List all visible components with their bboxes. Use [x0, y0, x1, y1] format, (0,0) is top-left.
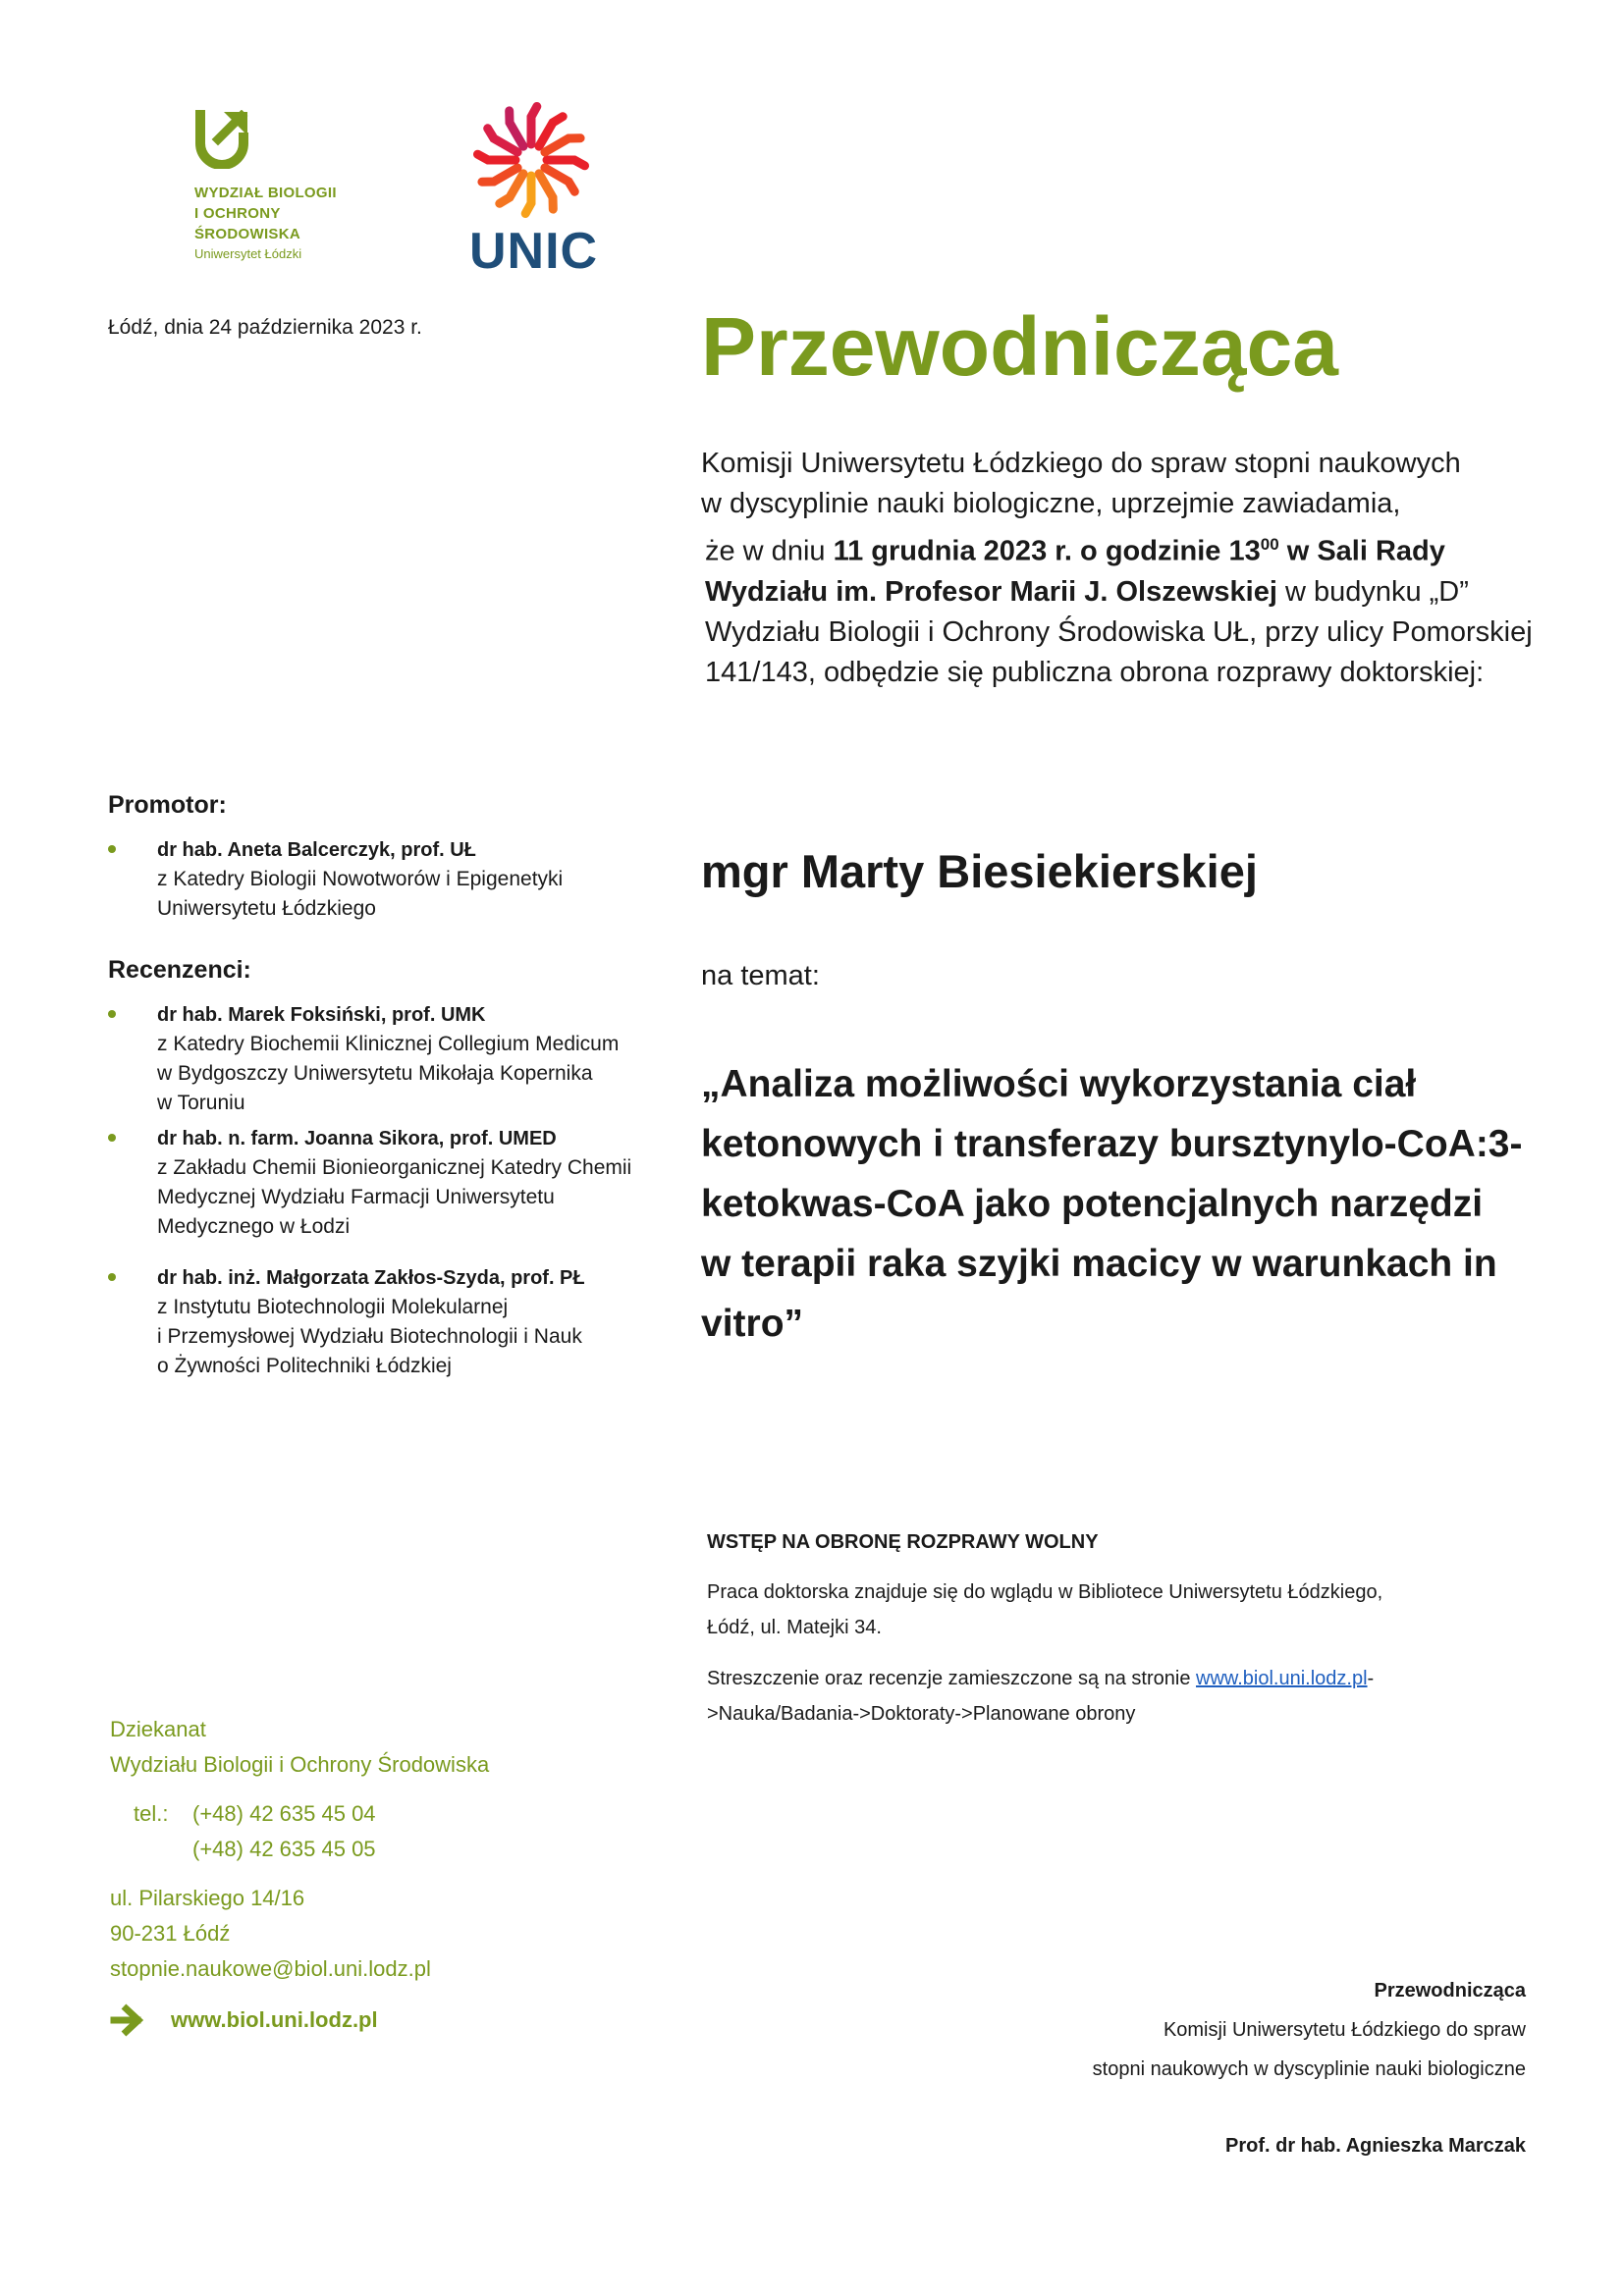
unic-ray — [510, 111, 523, 146]
defense-time-minutes: 00 — [1260, 535, 1279, 554]
bullet-icon — [108, 845, 116, 853]
person-affiliation: w Toruniu — [157, 1092, 245, 1114]
person-name: dr hab. inż. Małgorzata Zakłos-Szyda, prof. PŁ — [157, 1267, 585, 1289]
signature-block — [839, 1971, 1526, 2165]
thesis-info — [707, 1575, 1532, 1747]
person-affiliation: o Żywności Politechniki Łódzkiej — [157, 1355, 452, 1377]
title-line: ketonowych i transferazy bursztynylo-CoA:3- — [701, 1123, 1523, 1165]
library-info — [707, 1575, 1532, 1645]
candidate-name: mgr Marty Biesiekierskiej — [701, 845, 1258, 897]
title-line: w terapii raka szyjki macicy w warunkach in — [701, 1243, 1497, 1285]
faculty-logo-university: Uniwersytet Łódzki — [194, 246, 302, 261]
faculty-website-link[interactable]: www.biol.uni.lodz.pl — [1196, 1668, 1368, 1689]
unic-ray — [531, 107, 537, 145]
info-line: Łódź, ul. Matejki 34. — [707, 1617, 882, 1638]
intro-line: Komisji Uniwersytetu Łódzkiego do spraw stopni naukowych — [701, 448, 1461, 479]
person-name: dr hab. Aneta Balcerczyk, prof. UŁ — [157, 839, 476, 861]
unic-ray — [539, 174, 553, 209]
promotor-entry — [108, 835, 677, 924]
info-line: Praca doktorska znajduje się do wglądu w Bibliotece Uniwersytetu Łódzkiego, — [707, 1581, 1383, 1603]
announcement-intro — [701, 444, 1545, 693]
phone-number[interactable]: (+48) 42 635 45 04 — [192, 1801, 376, 1826]
reviewer-entry — [108, 1124, 677, 1242]
contact-email[interactable]: stopnie.naukowe@biol.uni.lodz.pl — [110, 1956, 431, 1981]
intro-line: w dyscyplinie nauki biologiczne, uprzejmie zawiadamia, — [701, 488, 1401, 519]
contact-line: Dziekanat — [110, 1717, 206, 1741]
reviewers-section — [108, 956, 677, 1381]
person-affiliation: w Bydgoszczy Uniwersytetu Mikołaja Kopernika — [157, 1062, 593, 1085]
contact-phones — [110, 1796, 621, 1867]
defense-place: w Sali Rady Wydziału im. Profesor Marii J. Olszewskiej — [705, 535, 1445, 608]
title-line: ketokwas-CoA jako potencjalnych narzędzi — [701, 1183, 1484, 1225]
unic-ray — [547, 160, 585, 166]
promotor-section — [108, 791, 677, 924]
contact-line: Wydziału Biologii i Ochrony Środowiska — [110, 1752, 490, 1777]
title-line: vitro” — [701, 1303, 804, 1345]
person-affiliation: Uniwersytetu Łódzkiego — [157, 897, 376, 920]
defense-date: 11 grudnia 2023 r. o godzinie 13 — [833, 535, 1261, 567]
title-line: „Analiza możliwości wykorzystania ciał — [701, 1063, 1417, 1105]
website-row — [110, 2001, 378, 2040]
bullet-icon — [108, 1134, 116, 1142]
unic-logo — [469, 98, 597, 279]
person-affiliation: z Katedry Biologii Nowotworów i Epigenetyki — [157, 868, 564, 890]
unic-ray — [482, 168, 517, 182]
dean-office-contact — [110, 1712, 621, 1987]
info-text: Streszczenie oraz recenzje zamieszczone są na stronie — [707, 1668, 1197, 1689]
admission-notice: WSTĘP NA OBRONĘ ROZPRAWY WOLNY — [707, 1531, 1099, 1553]
info-text: - — [1367, 1668, 1375, 1689]
info-text: >Nauka/Badania->Doktoraty->Planowane obrony — [707, 1703, 1136, 1725]
person-affiliation: z Katedry Biochemii Klinicznej Collegium Medicum — [157, 1033, 620, 1055]
dissertation-title — [701, 1054, 1545, 1354]
phone-label: tel.: — [134, 1801, 169, 1826]
document-date: Łódź, dnia 24 października 2023 r. — [108, 316, 422, 339]
arrow-right-icon — [110, 2001, 143, 2040]
faculty-logo-line: I OCHRONY — [194, 205, 281, 222]
person-affiliation: Medycznego w Łodzi — [157, 1215, 351, 1238]
unic-sun-icon — [469, 98, 593, 222]
unic-ray — [545, 138, 580, 152]
reviews-info — [707, 1661, 1532, 1732]
unic-logo-text: UNIC — [469, 223, 599, 280]
promotor-heading: Promotor: — [108, 791, 227, 819]
person-affiliation: z Zakładu Chemii Bionieorganicznej Katedry Chemii — [157, 1156, 632, 1179]
faculty-logo-line: WYDZIAŁ BIOLOGII — [194, 185, 337, 201]
unic-ray — [525, 176, 531, 214]
website-link[interactable]: www.biol.uni.lodz.pl — [171, 2007, 378, 2032]
signature-line: stopni naukowych w dyscyplinie nauki biologiczne — [1092, 2058, 1526, 2080]
faculty-logo — [194, 110, 391, 264]
bullet-icon — [108, 1273, 116, 1281]
person-affiliation: z Instytutu Biotechnologii Molekularnej — [157, 1296, 509, 1318]
page-title: Przewodnicząca — [701, 300, 1338, 393]
person-name: dr hab. Marek Foksiński, prof. UMK — [157, 1004, 486, 1026]
address-street: ul. Pilarskiego 14/16 — [110, 1886, 305, 1910]
signature-title: Przewodnicząca — [1374, 1980, 1526, 2002]
intro-text: że w dniu — [705, 535, 834, 567]
signatory-name: Prof. dr hab. Agnieszka Marczak — [1224, 2135, 1526, 2157]
signature-line: Komisji Uniwersytetu Łódzkiego do spraw — [1163, 2019, 1526, 2041]
topic-label: na temat: — [701, 960, 820, 991]
phone-number[interactable]: (+48) 42 635 45 05 — [192, 1837, 376, 1861]
person-affiliation: Medycznej Wydziału Farmacji Uniwersytetu — [157, 1186, 555, 1208]
reviewer-entry — [108, 1263, 677, 1381]
unic-ray — [478, 154, 516, 160]
bullet-icon — [108, 1010, 116, 1018]
reviewers-heading: Recenzenci: — [108, 956, 251, 984]
reviewer-entry — [108, 1000, 677, 1118]
intro-details — [705, 524, 1545, 693]
person-affiliation: i Przemysłowej Wydziału Biotechnologii i Nauk — [157, 1325, 582, 1348]
person-name: dr hab. n. farm. Joanna Sikora, prof. UMED — [157, 1128, 557, 1149]
address-city: 90-231 Łódź — [110, 1921, 231, 1946]
faculty-logo-line: ŚRODOWISKA — [194, 226, 300, 242]
contact-address — [110, 1881, 621, 1987]
intro-text: w budynku „D” Wydziału Biologii i Ochrony Środowiska UŁ, przy ulicy Pomorskiej 141/143, odbędzie się publiczna obrona rozprawy doktorskiej: — [705, 575, 1533, 688]
faculty-logo-icon — [194, 110, 251, 169]
